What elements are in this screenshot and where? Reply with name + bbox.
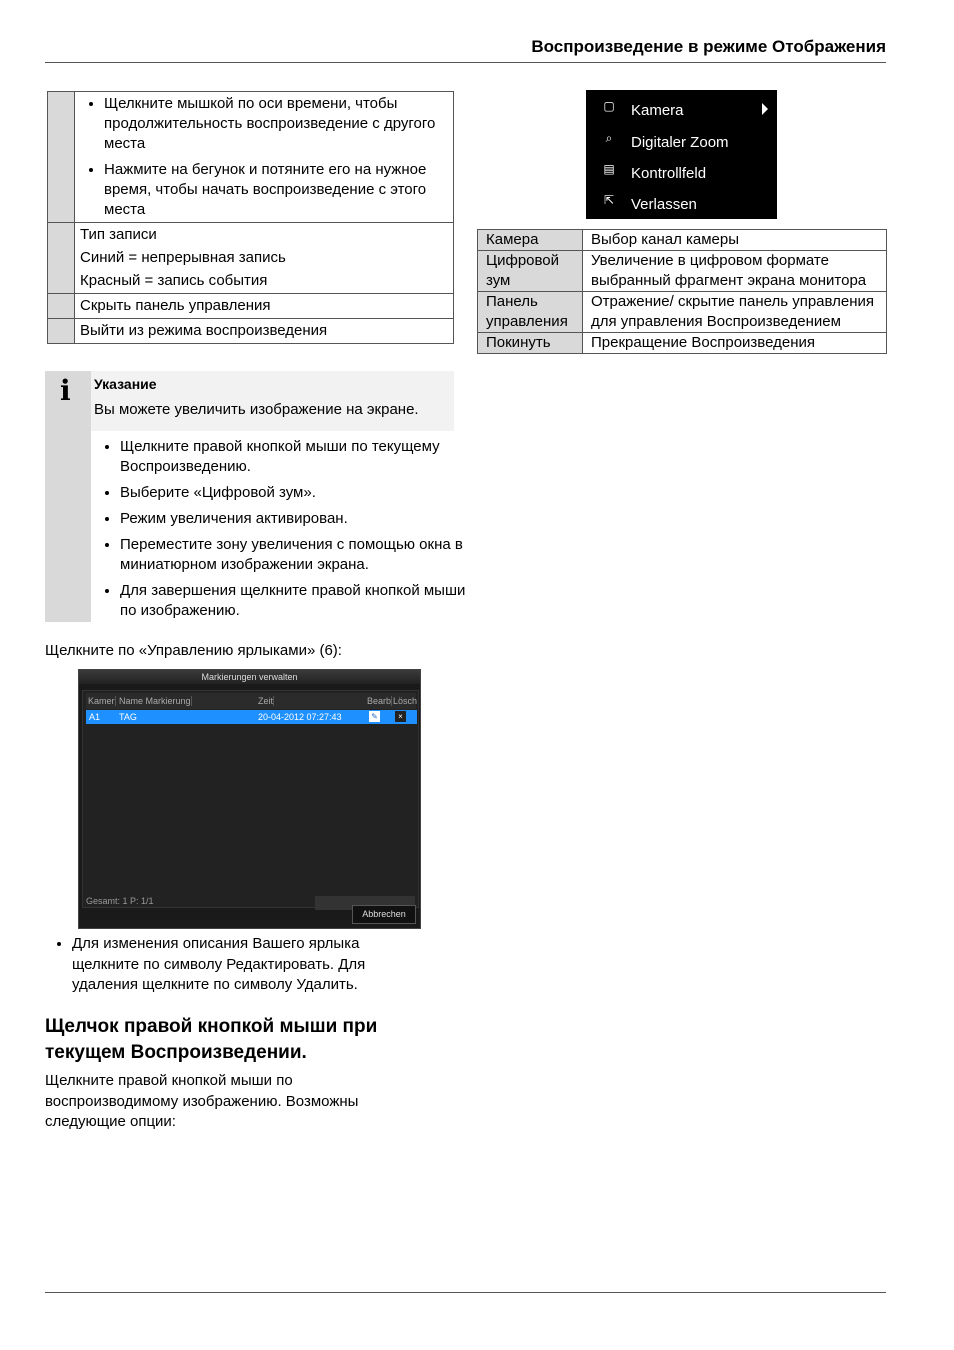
cancel-button[interactable]: Abbrechen (352, 905, 416, 924)
option-key: Камера (478, 230, 583, 251)
column-header: Name Markierung (119, 696, 191, 706)
option-key: Покинуть (478, 333, 583, 354)
dialog-title: Markierungen verwalten (79, 670, 420, 684)
icon-cell (48, 294, 75, 319)
footer-rule (45, 1292, 886, 1293)
header-rule (45, 62, 886, 63)
list-item: • Переместите зону увеличения с помощью окна в миниатюрном изображении экрана. (120, 535, 475, 575)
page-header-title: Воспроизведение в режиме Отображения (531, 37, 886, 56)
list-item: • Для завершения щелкните правой кнопкой мыши по изображению. (120, 581, 475, 621)
controls-table (47, 91, 454, 344)
exit-icon: ⇱ (603, 193, 615, 207)
text-line: Синий = непрерывная запись (80, 249, 286, 266)
section-text: Щелкните правой кнопкой мыши по воспроизводимому изображению. Возможны следующие опции: (45, 1072, 359, 1130)
menu-item-digitaler-zoom[interactable] (586, 125, 777, 156)
desc-cell (75, 223, 454, 294)
section-heading: Щелчок правой кнопкой мыши при текущем Воспроизведении. (45, 1016, 378, 1063)
pager-status: Gesamt: 1 P: 1/1 (86, 896, 154, 906)
menu-item-label: Kontrollfeld (631, 165, 707, 182)
table-row (478, 333, 887, 354)
list-item: • Щелкните правой кнопкой мыши по текущему Воспроизведению. (120, 437, 475, 477)
dialog-panel (82, 690, 419, 908)
text-line: Красный = запись события (80, 272, 268, 289)
time-cell: 20-04-2012 07:27:43 (258, 712, 342, 722)
option-value: Увеличение в цифровом формате выбранный фрагмент экрана монитора (583, 251, 887, 292)
paragraph: Щелкните по «Управлению ярлыками» (6): (45, 642, 342, 659)
edit-delete-note (45, 934, 395, 1002)
note-title: Указание (94, 376, 157, 392)
icon-cell (48, 319, 75, 344)
menu-item-label: Digitaler Zoom (631, 134, 729, 151)
context-menu (586, 90, 777, 219)
edit-icon[interactable]: ✎ (369, 711, 380, 722)
delete-icon[interactable]: × (395, 711, 406, 722)
menu-item-label: Kamera (631, 102, 684, 119)
icon-cell (48, 223, 75, 294)
table-row (478, 292, 887, 333)
square-icon: ▢ (603, 99, 615, 113)
panel-icon: ▤ (603, 162, 615, 176)
submenu-arrow-icon (762, 103, 768, 115)
column-header: Bearb (367, 696, 392, 706)
menu-item-label: Verlassen (631, 196, 697, 213)
table-row (48, 223, 454, 294)
note-text: Вы можете увеличить изображение на экране. (94, 401, 419, 418)
table-row (478, 230, 887, 251)
desc-cell (75, 92, 454, 223)
options-table (477, 229, 887, 354)
option-value: Прекращение Воспроизведения (583, 333, 887, 354)
desc-cell: Выйти из режима воспроизведения (75, 319, 454, 344)
note-sidebar (45, 371, 91, 622)
menu-item-kamera[interactable] (586, 93, 777, 124)
option-key: Цифровой зум (478, 251, 583, 292)
list-item: • Нажмите на бегунок и потяните его на нужное время, чтобы начать воспроизведение с этого места (104, 160, 448, 220)
desc-cell: Скрыть панель управления (75, 294, 454, 319)
icon-cell (48, 92, 75, 223)
option-key: Панель управления (478, 292, 583, 333)
zoom-icon: ⌕ (605, 131, 613, 145)
list-item: • Выберите «Цифровой зум». (120, 483, 475, 503)
info-icon: i (60, 374, 71, 407)
table-row[interactable] (86, 710, 417, 724)
option-value: Выбор канал камеры (583, 230, 887, 251)
table-row (48, 92, 454, 223)
menu-item-verlassen[interactable] (586, 187, 777, 218)
list-item: • Щелкните мышкой по оси времени, чтобы продолжительность воспроизведение с другого места (104, 94, 448, 154)
column-header: Zeit (258, 696, 274, 706)
name-cell: TAG (119, 712, 137, 722)
list-item: • Для изменения описания Вашего ярлыка щелкните по символу Редактировать. Для удаления щелкните по символу Удалить. (72, 934, 395, 996)
table-row (478, 251, 887, 292)
table-row (48, 294, 454, 319)
menu-item-kontrollfeld[interactable] (586, 156, 777, 187)
table-row (48, 319, 454, 344)
list-item: • Режим увеличения активирован. (120, 509, 475, 529)
option-value: Отражение/ скрытие панель управления для управления Воспроизведением (583, 292, 887, 333)
markers-dialog (78, 669, 421, 929)
note-steps (96, 437, 475, 627)
table-header (86, 693, 416, 709)
camera-cell: A1 (89, 712, 101, 722)
column-header: Kamer (88, 696, 115, 706)
text-line: Тип записи (80, 226, 157, 243)
column-header: Lösch (393, 696, 418, 706)
